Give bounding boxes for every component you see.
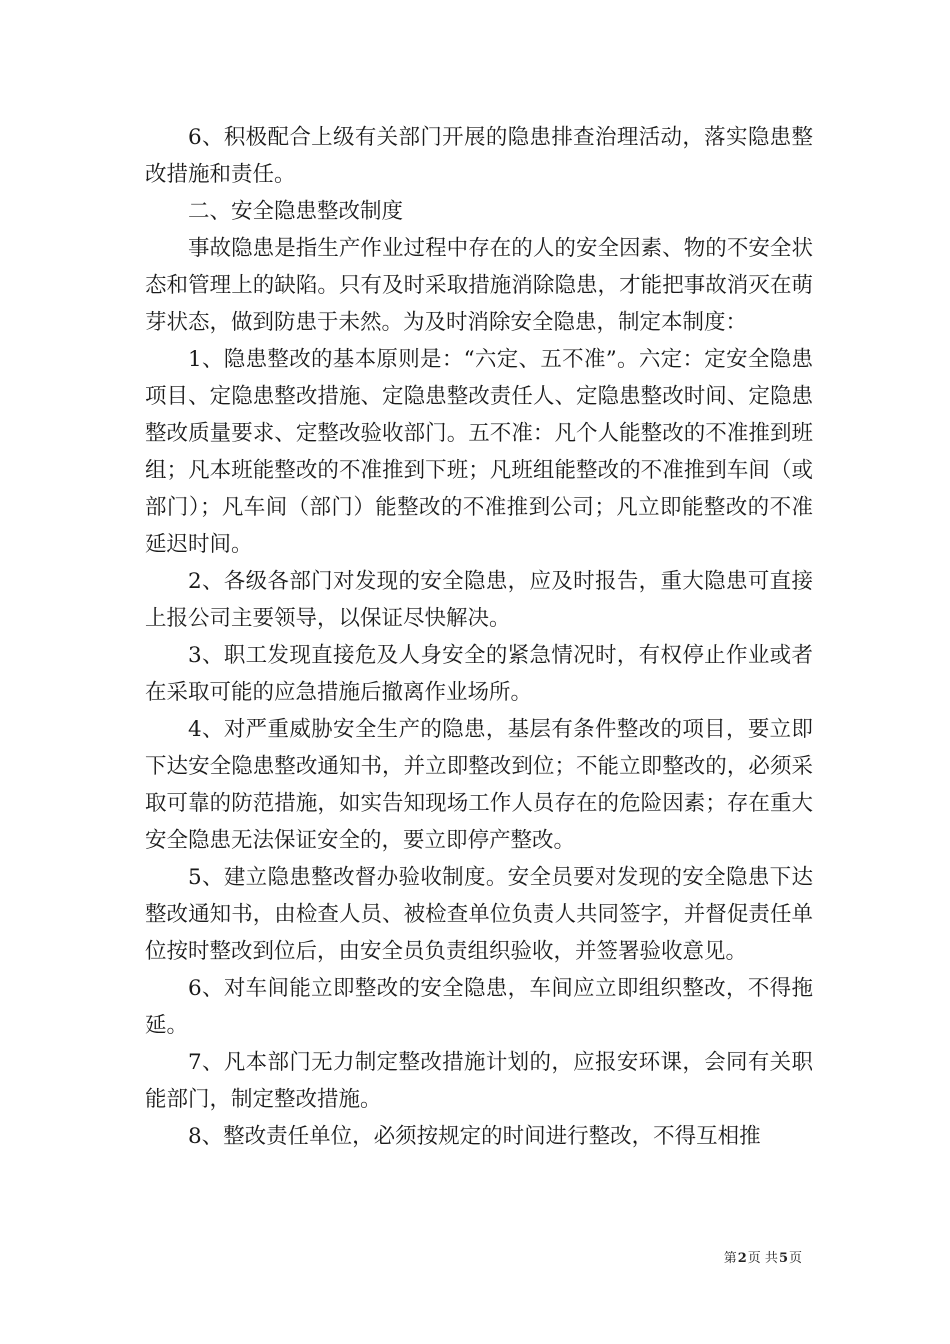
total-pages-number: 5 [778,1251,788,1266]
paragraph-item-4: 4、对严重威胁安全生产的隐患，基层有条件整改的项目，要立即下达安全隐患整改通知书，并立即整改到位；不能立即整改的，必须采取可靠的防范措施，如实告知现场工作人员存在的危险因素；存在重大安全隐患无法保证安全的，要立即停产整改。 [145,717,813,853]
paragraph-item-6-continuation: 6、积极配合上级有关部门开展的隐患排查治理活动，落实隐患整改措施和责任。 [145,125,813,187]
paragraph-item-2: 2、各级各部门对发现的安全隐患，应及时报告，重大隐患可直接上报公司主要领导，以保证尽快解决。 [145,569,813,631]
footer-suffix: 页 [788,1251,802,1266]
current-page-number: 2 [737,1251,747,1266]
paragraph-item-1: 1、隐患整改的基本原则是：“六定、五不准”。六定：定安全隐患项目、定隐患整改措施、定隐患整改责任人、定隐患整改时间、定隐患整改质量要求、定整改验收部门。五不准：凡个人能整改的不准推到班组；凡本班能整改的不准推到下班；凡班组能整改的不准推到车间（或部门）；凡车间（部门）能整改的不准推到公司；凡立即能整改的不准延迟时间。 [145,347,813,557]
paragraph-item-3: 3、职工发现直接危及人身安全的紧急情况时，有权停止作业或者在采取可能的应急措施后撤离作业场所。 [145,643,813,705]
page-footer [724,1247,802,1266]
paragraph-item-8: 8、整改责任单位，必须按规定的时间进行整改，不得互相推 [188,1124,761,1149]
paragraph-item-6: 6、对车间能立即整改的安全隐患，车间应立即组织整改，不得拖延。 [145,976,813,1038]
paragraph-item-5: 5、建立隐患整改督办验收制度。安全员要对发现的安全隐患下达整改通知书，由检查人员、被检查单位负责人共同签字，并督促责任单位按时整改到位后，由安全员负责组织验收，并签署验收意见。 [145,865,813,964]
document-body [145,119,813,1155]
paragraph-item-7: 7、凡本部门无力制定整改措施计划的，应报安环课，会同有关职能部门，制定整改措施。 [145,1050,813,1112]
footer-prefix: 第 [723,1251,737,1266]
section-heading: 二、安全隐患整改制度 [188,199,404,224]
intro-paragraph: 事故隐患是指生产作业过程中存在的人的安全因素、物的不安全状态和管理上的缺陷。只有及时采取措施消除隐患，才能把事故消灭在萌芽状态，做到防患于未然。为及时消除安全隐患，制定本制度： [145,236,813,335]
footer-middle: 页 共 [747,1251,778,1266]
